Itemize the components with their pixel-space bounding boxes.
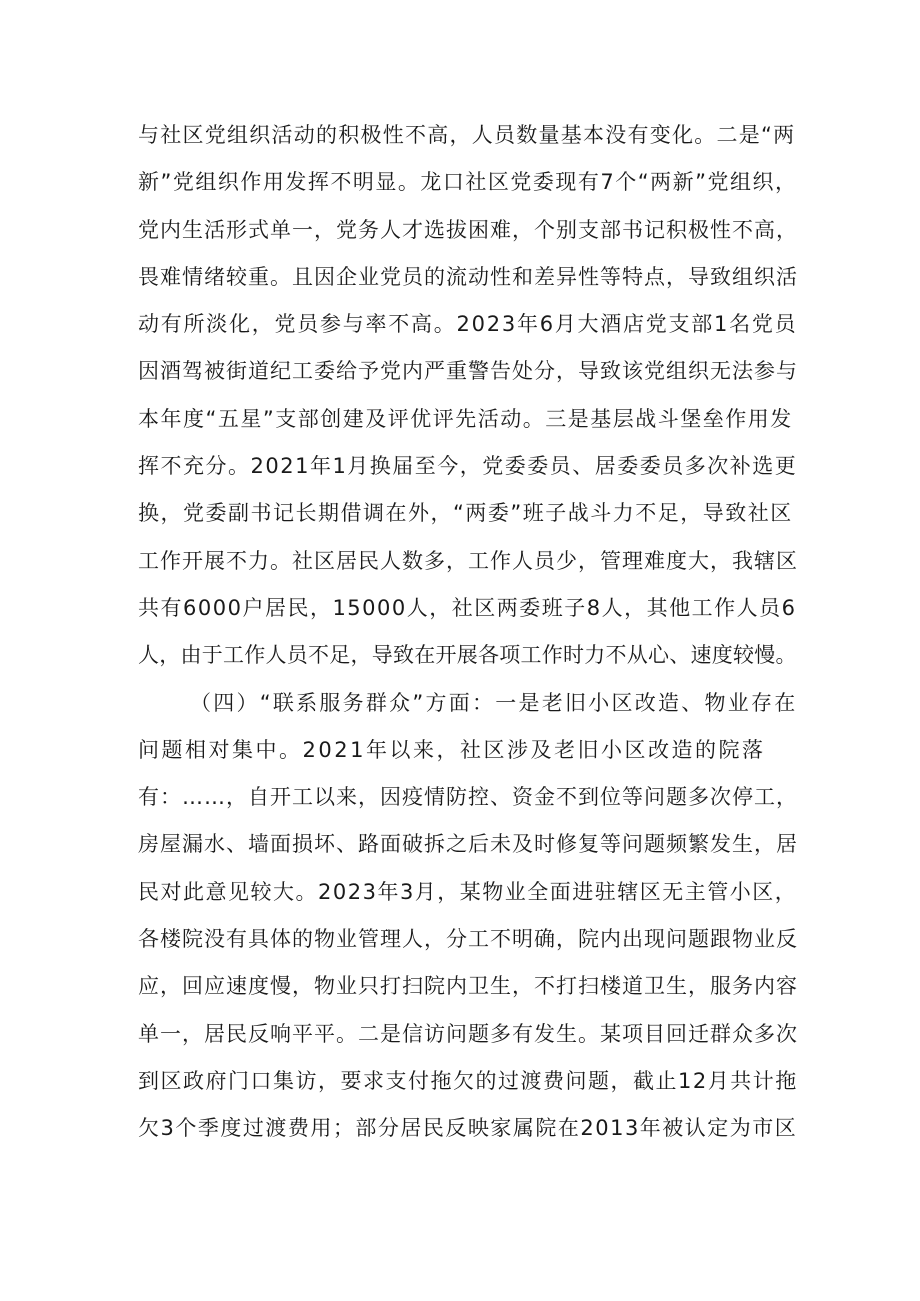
text-line: 因酒驾被街道纪工委给予党内严重警告处分，导致该党组织无法参与 [138, 359, 798, 384]
text-line: 新”党组织作用发挥不明显。龙口社区党委现有7个“两新”党组织， [138, 170, 798, 195]
text-line: 动有所淡化，党员参与率不高。2023年6月大酒店党支部1名党员 [138, 312, 798, 337]
text-line: 民对此意见较大。2023年3月，某物业全面进驻辖区无主管小区， [138, 879, 798, 904]
text-line: 有：……，自开工以来，因疫情防控、资金不到位等问题多次停工， [138, 785, 798, 810]
text-line: 人，由于工作人员不足，导致在开展各项工作时力不从心、速度较慢。 [138, 643, 797, 668]
text-line: 各楼院没有具体的物业管理人，分工不明确，院内出现问题跟物业反 [138, 927, 798, 952]
text-line: 党内生活形式单一，党务人才选拔困难，个别支部书记积极性不高， [138, 217, 798, 242]
text-line: 房屋漏水、墙面损坏、路面破拆之后未及时修复等问题频繁发生，居 [138, 832, 798, 857]
text-line: 到区政府门口集访，要求支付拖欠的过渡费问题，截止12月共计拖 [138, 1068, 798, 1093]
text-line: 应，回应速度慢，物业只打扫院内卫生，不打扫楼道卫生，服务内容 [138, 974, 798, 999]
section-heading-line: （四）“联系服务群众”方面：一是老旧小区改造、物业存在 [190, 690, 798, 715]
text-line: 单一，居民反响平平。二是信访问题多有发生。某项目回迁群众多次 [138, 1021, 798, 1046]
text-line: 共有6000户居民，15000人，社区两委班子8人，其他工作人员6 [138, 595, 797, 620]
text-line: 与社区党组织活动的积极性不高，人员数量基本没有变化。二是“两 [138, 123, 796, 147]
text-line: 换，党委副书记长期借调在外，“两委”班子战斗力不足，导致社区 [138, 501, 793, 526]
text-line: 欠3个季度过渡费用；部分居民反映家属院在2013年被认定为市区 [138, 1116, 798, 1141]
text-line: 畏难情绪较重。且因企业党员的流动性和差异性等特点，导致组织活 [138, 264, 798, 289]
text-line: 问题相对集中。2021年以来，社区涉及老旧小区改造的院落 [138, 737, 766, 762]
text-line: 本年度“五星”支部创建及评优评先活动。三是基层战斗堡垒作用发 [138, 406, 793, 431]
body-text [138, 112, 798, 1153]
text-line: 工作开展不力。社区居民人数多，工作人员少，管理难度大，我辖区 [138, 548, 798, 573]
text-line: 挥不充分。2021年1月换届至今，党委委员、居委委员多次补选更 [138, 454, 798, 479]
